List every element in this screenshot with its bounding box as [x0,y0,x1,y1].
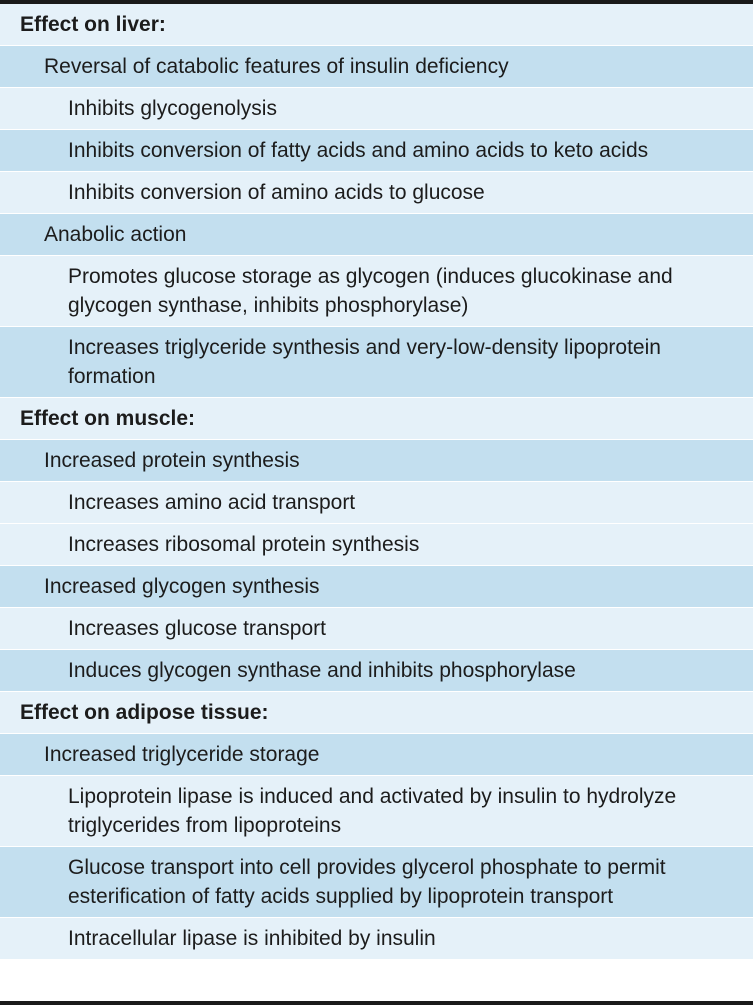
table-row: Increases glucose transport [0,608,753,650]
table-row: Inhibits glycogenolysis [0,88,753,130]
subheading-protein-synthesis: Increased protein synthesis [0,440,753,482]
table-row: Intracellular lipase is inhibited by insulin [0,918,753,960]
subheading-glycogen-synthesis: Increased glycogen synthesis [0,566,753,608]
section-heading-adipose: Effect on adipose tissue: [0,692,753,734]
table-row: Increases amino acid transport [0,482,753,524]
table-row: Increases ribosomal protein synthesis [0,524,753,566]
subheading-triglyceride-storage: Increased triglyceride storage [0,734,753,776]
table-row: Inhibits conversion of fatty acids and amino acids to keto acids [0,130,753,172]
table-row: Induces glycogen synthase and inhibits phosphorylase [0,650,753,692]
table-row: Lipoprotein lipase is induced and activated by insulin to hydrolyze triglycerides from lipoproteins [0,776,753,847]
section-heading-liver: Effect on liver: [0,4,753,46]
table-row: Promotes glucose storage as glycogen (induces glucokinase and glycogen synthase, inhibits phosphorylase) [0,256,753,327]
table-row: Inhibits conversion of amino acids to glucose [0,172,753,214]
table-row: Increases triglyceride synthesis and very-low-density lipoprotein formation [0,327,753,398]
table-row: Glucose transport into cell provides glycerol phosphate to permit esterification of fatty acids supplied by lipoprotein transport [0,847,753,918]
subheading-reversal-catabolic: Reversal of catabolic features of insulin deficiency [0,46,753,88]
section-heading-muscle: Effect on muscle: [0,398,753,440]
subheading-anabolic-action: Anabolic action [0,214,753,256]
